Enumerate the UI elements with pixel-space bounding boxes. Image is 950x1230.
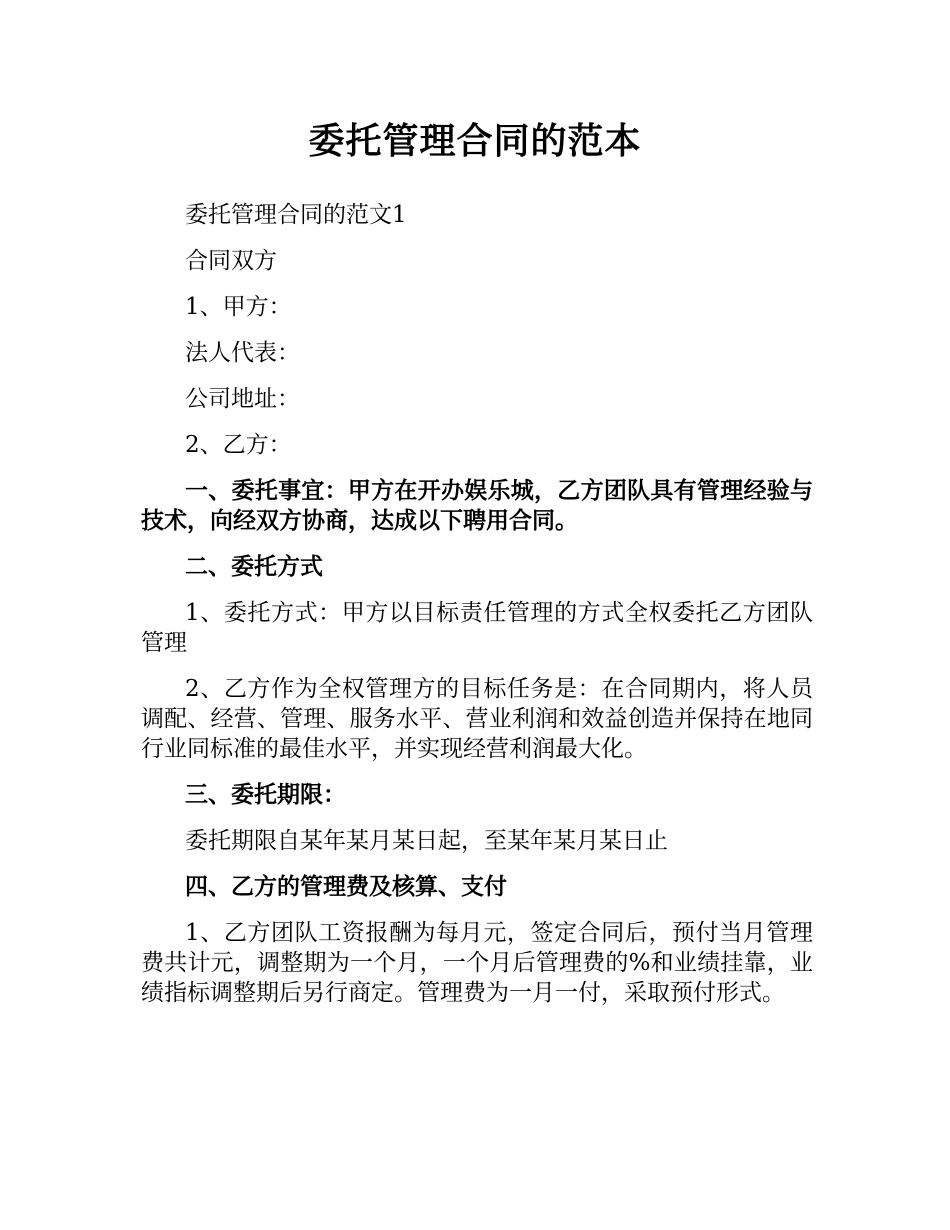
document-body (141, 200, 813, 1024)
paragraph-management-goals: 2、乙方作为全权管理方的目标任务是：在合同期内，将人员调配、经营、管理、服务水平、营业利润和效益创造并保持在地同行业同标准的最佳水平，并实现经营利润最大化。 (141, 676, 813, 762)
paragraph-legal-representative: 法人代表： (185, 340, 300, 366)
document-title: 委托管理合同的范本 (308, 121, 642, 162)
section-heading-entrustment-method: 二、委托方式 (185, 554, 323, 580)
section-heading-management-fee: 四、乙方的管理费及核算、支付 (185, 874, 507, 900)
paragraph-parties: 合同双方 (185, 248, 277, 274)
paragraph-party-b: 2、乙方： (185, 432, 292, 458)
paragraph-company-address: 公司地址： (185, 386, 300, 412)
section-heading-entrustment-matters: 一、委托事宜：甲方在开办娱乐城，乙方团队具有管理经验与技术，向经双方协商，达成以下聘用合同。 (141, 478, 813, 534)
paragraph-entrustment-method: 1、委托方式：甲方以目标责任管理的方式全权委托乙方团队管理 (141, 600, 813, 656)
paragraph-party-a: 1、甲方： (185, 294, 292, 320)
section-heading-entrustment-term: 三、委托期限： (185, 782, 346, 808)
paragraph-management-fee: 1、乙方团队工资报酬为每月元，签定合同后，预付当月管理费共计元，调整期为一个月，一个月后管理费的%和业绩挂靠，业绩指标调整期后另行商定。管理费为一月一付，采取预付形式。 (141, 920, 813, 1006)
paragraph-entrustment-term: 委托期限自某年某月某日起，至某年某月某日止 (185, 828, 668, 854)
paragraph-contract-heading: 委托管理合同的范文1 (185, 202, 407, 228)
